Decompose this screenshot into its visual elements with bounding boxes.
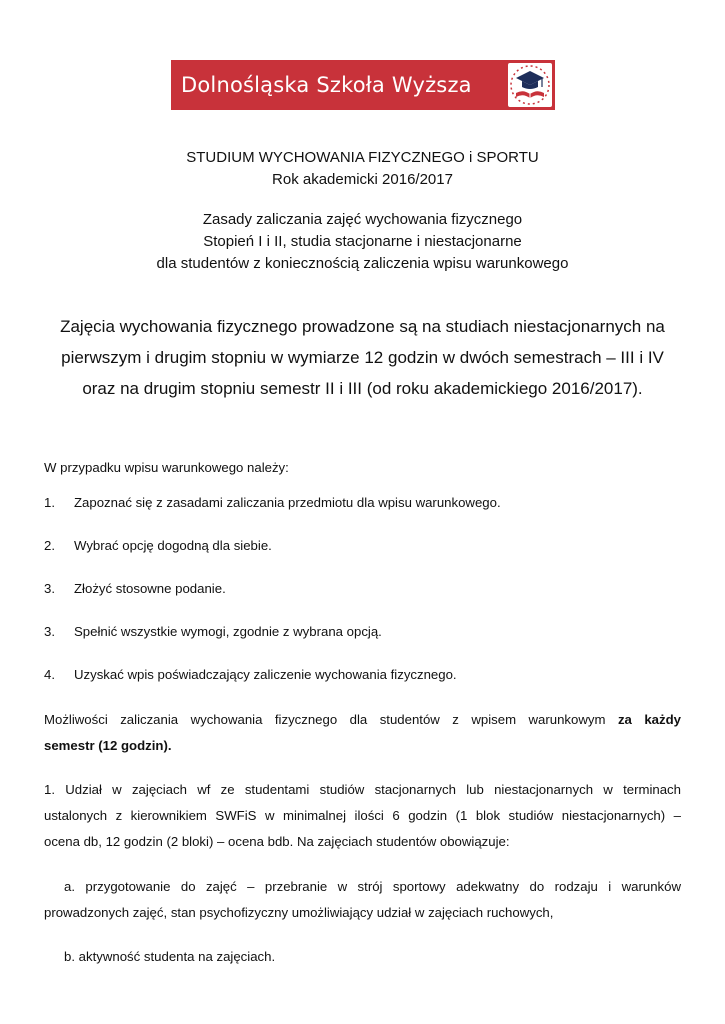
option1-line-2: ustalonych z kierownikiem SWFiS w minimalnej ilości 6 godzin (1 blok studiów niestacjonarnych) – bbox=[44, 808, 681, 823]
rules-title: Zasady zaliczania zajęć wychowania fizycznego bbox=[202, 211, 523, 228]
steps-lead: W przypadku wpisu warunkowego należy: bbox=[44, 460, 289, 475]
step-number: 3. bbox=[44, 624, 55, 639]
step-number: 2. bbox=[44, 538, 55, 553]
options-line-2 bbox=[44, 736, 172, 756]
university-logo bbox=[171, 60, 555, 110]
intro-line-2: pierwszym i drugim stopniu w wymiarze 12 godzin w dwóch semestrach – III i IV bbox=[61, 348, 664, 367]
options-line-1 bbox=[44, 710, 681, 730]
studium-title: STUDIUM WYCHOWANIA FIZYCZNEGO i SPORTU bbox=[186, 149, 539, 166]
step-text: Spełnić wszystkie wymogi, zgodnie z wybrana opcją. bbox=[74, 624, 382, 639]
academic-year: Rok akademicki 2016/2017 bbox=[272, 171, 453, 188]
step-text: Uzyskać wpis poświadczający zaliczenie wychowania fizycznego. bbox=[74, 667, 457, 682]
graduation-cap-book-icon bbox=[508, 63, 552, 107]
logo-text: Dolnośląska Szkoła Wyższa bbox=[181, 73, 472, 97]
step-number: 3. bbox=[44, 581, 55, 596]
sub-b-line-1: b. aktywność studenta na zajęciach. bbox=[64, 949, 276, 964]
step-number: 1. bbox=[44, 495, 55, 510]
sub-a-line-1: a. przygotowanie do zajęć – przebranie w strój sportowy adekwatny do rodzaju i warunków bbox=[64, 879, 681, 894]
step-text: Wybrać opcję dogodną dla siebie. bbox=[74, 538, 272, 553]
intro-line-1: Zajęcia wychowania fizycznego prowadzone są na studiach niestacjonarnych na bbox=[60, 317, 665, 336]
degree-scope: Stopień I i II, studia stacjonarne i niestacjonarne bbox=[203, 233, 522, 250]
target-students: dla studentów z koniecznością zaliczenia wpisu warunkowego bbox=[156, 255, 569, 272]
sub-a-line-2: prowadzonych zajęć, stan psychofizyczny umożliwiający udział w zajęciach ruchowych, bbox=[44, 905, 554, 920]
option1-line-1: 1. Udział w zajęciach wf ze studentami studiów stacjonarnych lub niestacjonarnych w terminach bbox=[44, 782, 681, 797]
intro-line-3: oraz na drugim stopniu semestr II i III (od roku akademickiego 2016/2017). bbox=[82, 379, 643, 398]
step-text: Złożyć stosowne podanie. bbox=[74, 581, 226, 596]
options-bold-semester: semestr (12 godzin). bbox=[44, 738, 172, 753]
options-text: Możliwości zaliczania wychowania fizycznego dla studentów z wpisem warunkowym bbox=[44, 712, 606, 727]
option1-line-3: ocena db, 12 godzin (2 bloki) – ocena bdb. Na zajęciach studentów obowiązuje: bbox=[44, 834, 510, 849]
options-bold: za każdy bbox=[617, 712, 681, 727]
step-number: 4. bbox=[44, 667, 55, 682]
step-text: Zapoznać się z zasadami zaliczania przedmiotu dla wpisu warunkowego. bbox=[74, 495, 501, 510]
